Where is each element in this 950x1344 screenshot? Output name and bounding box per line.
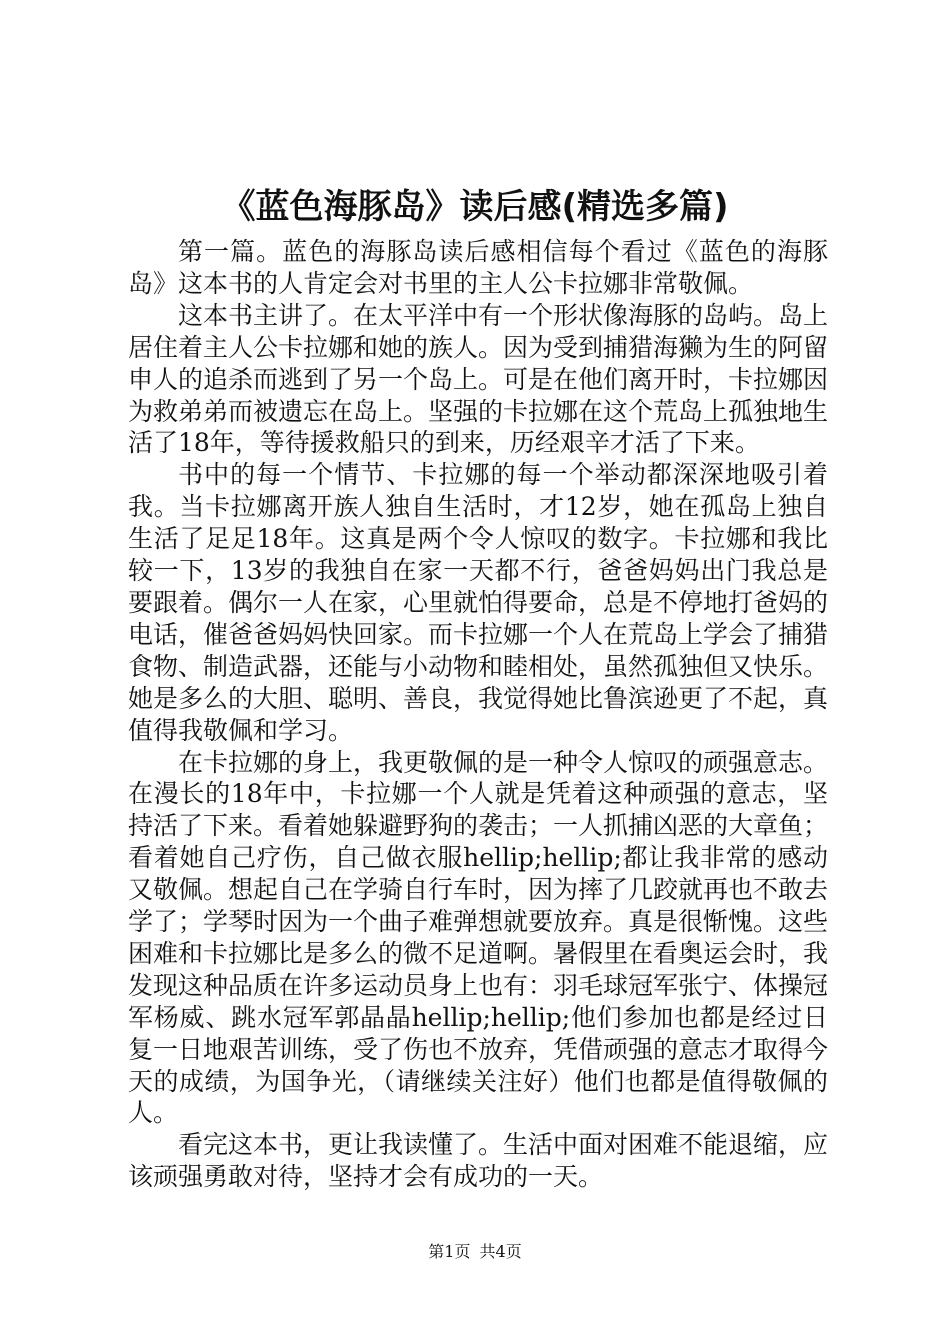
document-title: 《蓝色海豚岛》读后感(精选多篇) bbox=[221, 187, 729, 227]
paragraph-2: 这本书主讲了。在太平洋中有一个形状像海豚的岛屿。岛上居住着主人公卡拉娜和她的族人。因为受到捕猎海獭为生的阿留申人的追杀而逃到了另一个岛上。可是在他们离开时，卡拉娜因为救弟弟而被遗忘在岛上。坚强的卡拉娜在这个荒岛上孤独地生活了18年，等待援救船只的到来，历经艰辛才活了下来。 bbox=[128, 300, 829, 458]
page-footer bbox=[0, 1240, 950, 1264]
page-total: 共4页 bbox=[479, 1242, 522, 1261]
page-number: 第1页 bbox=[428, 1242, 471, 1261]
paragraph-3: 书中的每一个情节、卡拉娜的每一个举动都深深地吸引着我。当卡拉娜离开族人独自生活时，才12岁，她在孤岛上独自生活了足足18年。这真是两个令人惊叹的数字。卡拉娜和我比较一下，13岁的我独自在家一天都不行，爸爸妈妈出门我总是要跟着。偶尔一人在家，心里就怕得要命，总是不停地打爸妈的电话，催爸爸妈妈快回家。而卡拉娜一个人在荒岛上学会了捕猎食物、制造武器，还能与小动物和睦相处，虽然孤独但又快乐。她是多么的大胆、聪明、善良，我觉得她比鲁滨逊更了不起，真值得我敬佩和学习。 bbox=[128, 460, 829, 745]
paragraph-4: 在卡拉娜的身上，我更敬佩的是一种令人惊叹的顽强意志。在漫长的18年中，卡拉娜一个人就是凭着这种顽强的意志，坚持活了下来。看着她躲避野狗的袭击；一人抓捕凶恶的大章鱼；看着她自己疗伤，自己做衣服hellip;hellip;都让我非常的感动又敬佩。想起自己在学骑自行车时，因为摔了几跤就再也不敢去学了；学琴时因为一个曲子难弹想就要放弃。真是很惭愧。这些困难和卡拉娜比是多么的微不足道啊。暑假里在看奥运会时，我发现这种品质在许多运动员身上也有：羽毛球冠军张宁、体操冠军杨威、跳水冠军郭晶晶hellip;hellip;他们参加也都是经过日复一日地艰苦训练，受了伤也不放弃，凭借顽强的意志才取得今天的成绩，为国争光，（请继续关注好）他们也都是值得敬佩的人。 bbox=[128, 747, 829, 1128]
document-body bbox=[128, 236, 828, 1193]
paragraph-5: 看完这本书，更让我读懂了。生活中面对困难不能退缩，应该顽强勇敢对待，坚持才会有成功的一天。 bbox=[128, 1130, 829, 1192]
paragraph-1: 第一篇。蓝色的海豚岛读后感相信每个看过《蓝色的海豚岛》这本书的人肯定会对书里的主人公卡拉娜非常敬佩。 bbox=[128, 237, 828, 298]
